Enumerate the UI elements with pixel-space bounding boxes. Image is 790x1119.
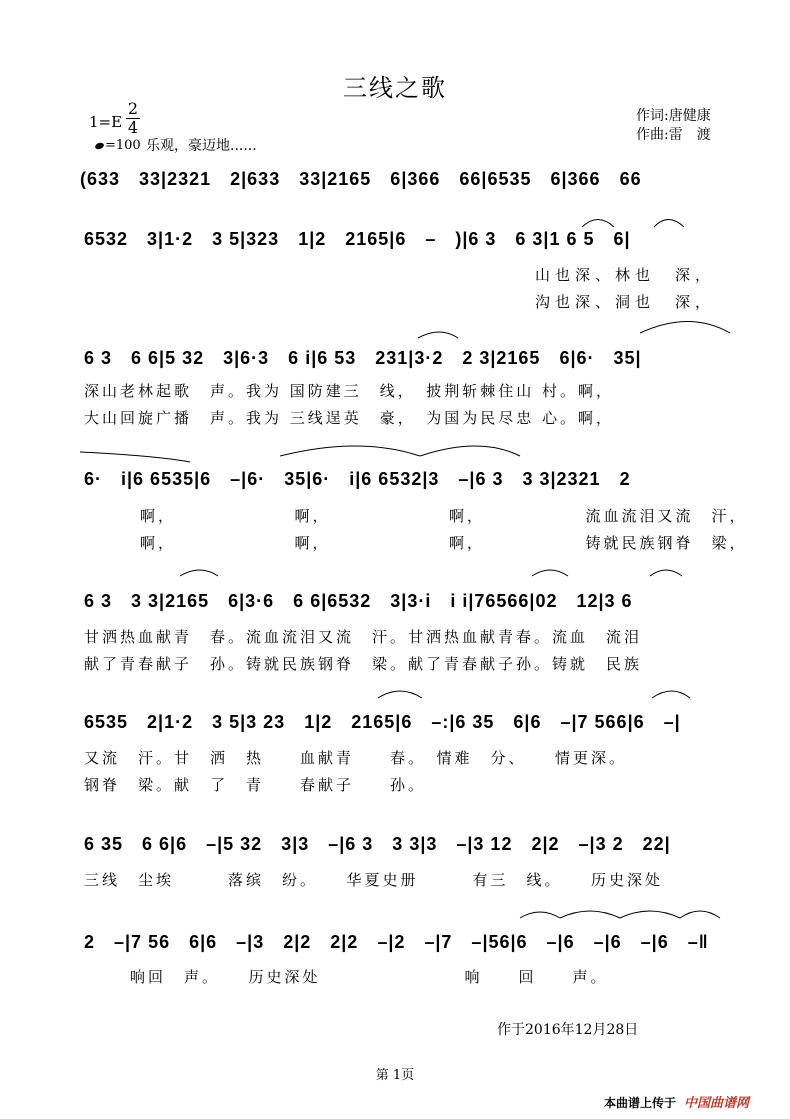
lyric-row-2-verse-1: 山也深、林也 深， xyxy=(535,266,716,284)
slur xyxy=(80,452,190,462)
composer-credit: 作曲:雷 渡 xyxy=(636,127,711,143)
score-row-4: 6· i|6 6535|6 –|6· 35|6· i|6 6532|3 –|6 3 3 3|2321 2 xyxy=(84,469,631,489)
lyric-row-6-verse-2: 钢脊 梁。献 了 青 春献子 孙。 xyxy=(84,776,427,794)
quarter-note-icon xyxy=(94,141,105,150)
slur xyxy=(280,446,420,456)
slur xyxy=(640,322,730,334)
slur xyxy=(652,691,690,698)
upload-note: 本曲谱上传于 xyxy=(604,1096,677,1110)
lyric-row-5-verse-2: 献了青春献子 孙。铸就民族钢脊 梁。献了青春献子孙。铸就 民族 xyxy=(84,655,643,673)
mood-marking: 乐观，豪迈地...... xyxy=(146,138,257,154)
composition-date: 作于2016年12月28日 xyxy=(497,1022,639,1038)
slur xyxy=(532,570,568,576)
lyric-row-6-verse-1: 又流 汗。甘 洒 热 血献青 春。 情难 分、 情更深。 xyxy=(84,749,628,767)
score-row-1: (633 33|2321 2|633 33|2165 6|366 66|6535 6|366 66 xyxy=(80,169,642,189)
time-signature-top: 2 xyxy=(127,99,139,118)
slur xyxy=(560,911,620,918)
score-row-5: 6 3 3 3|2165 6|3·6 6 6|6532 3|3·i i i|76566|02 12|3 6 xyxy=(84,591,633,611)
lyric-row-4-verse-2: 啊， 啊， 啊， 铸就民族钢脊 梁， xyxy=(140,534,748,552)
tempo-value: =100 xyxy=(105,138,141,153)
slur xyxy=(378,691,422,698)
score-row-3: 6 3 6 6|5 32 3|6·3 6 i|6 53 231|3·2 2 3|2165 6|6· 35| xyxy=(84,348,642,368)
key-signature: 1=E xyxy=(89,113,123,131)
score-row-7: 6 35 6 6|6 –|5 32 3|3 –|6 3 3 3|3 –|3 12 2|2 –|3 2 22| xyxy=(84,834,671,854)
lyric-row-4-verse-1: 啊， 啊， 啊， 流血流泪又流 汗， xyxy=(140,507,748,525)
score-row-6: 6535 2|1·2 3 5|3 23 1|2 2165|6 –:|6 35 6|6 –|7 566|6 –| xyxy=(84,712,681,732)
time-signature-bottom: 4 xyxy=(127,118,139,137)
time-signature xyxy=(126,100,140,137)
site-logo: 中国曲谱网 xyxy=(684,1096,750,1111)
slur xyxy=(420,446,520,456)
lyric-row-5-verse-1: 甘洒热血献青 春。流血流泪又流 汗。甘洒热血献青春。流血 流泪 xyxy=(84,628,643,646)
lyric-row-3-verse-2: 大山回旋广播 声。我为 三线逞英 豪， 为国为民尽忠 心。啊， xyxy=(84,409,615,427)
slur xyxy=(620,911,680,918)
song-title: 三线之歌 xyxy=(343,74,447,102)
slur xyxy=(520,912,560,918)
lyric-row-8-verse-1: 响回 声。 历史深处 响 回 声。 xyxy=(130,968,609,986)
slur xyxy=(680,911,720,918)
slur xyxy=(418,332,458,338)
tempo-mark xyxy=(95,138,141,153)
lyricist-credit: 作词:唐健康 xyxy=(636,108,711,124)
score-row-2: 6532 3|1·2 3 5|323 1|2 2165|6 – )|6 3 6 3|1 6 5 6| xyxy=(84,229,631,249)
lyric-row-7-verse-1: 三线 尘埃 落缤 纷。 华夏史册 有三 线。 历史深处 xyxy=(84,871,664,889)
lyric-row-2-verse-2: 沟也深、洞也 深， xyxy=(535,293,716,311)
slur xyxy=(180,570,218,576)
slur xyxy=(654,220,684,228)
slur xyxy=(650,570,682,576)
lyric-row-3-verse-1: 深山老林起歌 声。我为 国防建三 线， 披荆斩棘住山 村。啊， xyxy=(84,382,615,400)
score-row-8: 2 –|7 56 6|6 –|3 2|2 2|2 –|2 –|7 –|56|6 –|6 –|6 –|6 –‖ xyxy=(84,932,709,952)
page-number: 第 1页 xyxy=(375,1068,415,1083)
